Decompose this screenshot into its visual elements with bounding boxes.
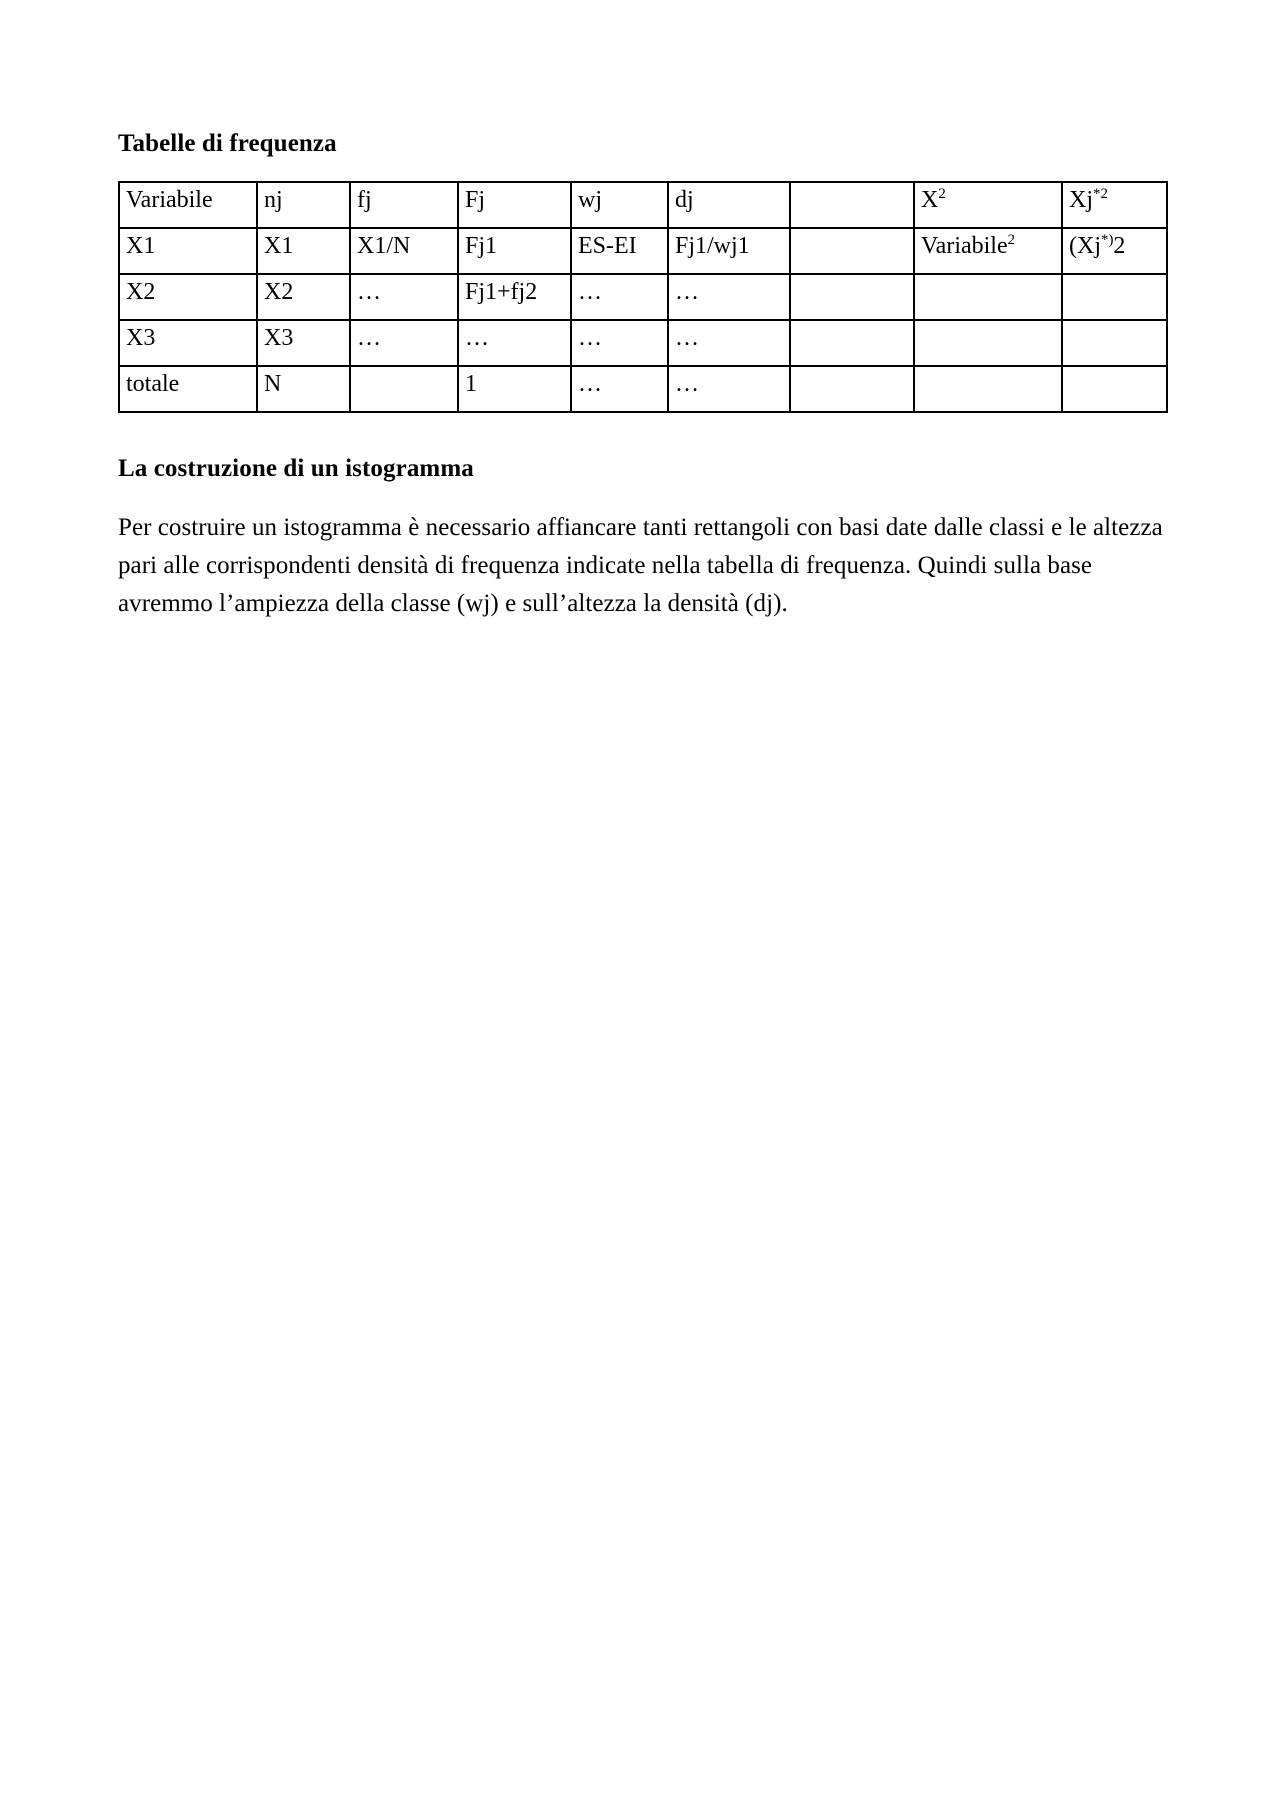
table-header-cell-fj-cumulative: Fj	[458, 182, 571, 228]
x-squared-base: X	[921, 187, 939, 214]
table-cell-variabile: X3	[119, 320, 257, 366]
xj-star-sq-exponent: *)	[1101, 232, 1114, 249]
table-cell-empty	[790, 320, 914, 366]
document-content	[118, 128, 1170, 623]
section-heading-istogramma: La costruzione di un istogramma	[118, 455, 474, 483]
table-header-cell-x-squared	[914, 182, 1062, 228]
table-cell-variabile: X2	[119, 274, 257, 320]
table-cell-fj	[350, 366, 458, 412]
table-cell-empty	[790, 366, 914, 412]
table-header-cell-nj: nj	[257, 182, 350, 228]
table-cell-nj: N	[257, 366, 350, 412]
table-row	[119, 228, 1167, 274]
table-header-cell-xj-star-squared	[1062, 182, 1167, 228]
table-cell-fj: …	[350, 274, 458, 320]
table-cell-empty	[790, 274, 914, 320]
table-cell-fj: …	[350, 320, 458, 366]
frequency-table	[118, 181, 1168, 413]
table-cell-fj: X1/N	[350, 228, 458, 274]
table-cell-x-squared	[914, 228, 1062, 274]
table-cell-fj-cumulative: …	[458, 320, 571, 366]
x-squared-exponent: 2	[938, 186, 946, 203]
table-cell-xj-star-squared	[1062, 366, 1167, 412]
table-cell-wj: …	[571, 320, 668, 366]
table-cell-variabile: totale	[119, 366, 257, 412]
table-cell-fj-cumulative: 1	[458, 366, 571, 412]
table-cell-nj: X1	[257, 228, 350, 274]
table-cell-nj: X3	[257, 320, 350, 366]
table-header-cell-variabile: Variabile	[119, 182, 257, 228]
table-cell-xj-star-squared	[1062, 228, 1167, 274]
table-cell-xj-star-squared	[1062, 320, 1167, 366]
table-cell-wj: …	[571, 274, 668, 320]
xj-star-sq-open: (Xj	[1069, 233, 1101, 260]
table-row-total	[119, 366, 1167, 412]
table-cell-variabile: X1	[119, 228, 257, 274]
table-header-cell-empty	[790, 182, 914, 228]
table-cell-dj: …	[668, 366, 790, 412]
table-header-cell-fj: fj	[350, 182, 458, 228]
xj-star-exponent: *2	[1093, 186, 1108, 203]
table-row	[119, 320, 1167, 366]
table-cell-x-squared	[914, 320, 1062, 366]
table-header-cell-wj: wj	[571, 182, 668, 228]
table-cell-fj-cumulative: Fj1	[458, 228, 571, 274]
xj-star-base: Xj	[1069, 187, 1093, 214]
xj-star-sq-close: 2	[1113, 233, 1126, 260]
variabile-squared-exponent: 2	[1007, 232, 1016, 249]
table-cell-xj-star-squared	[1062, 274, 1167, 320]
body-paragraph: Per costruire un istogramma è necessario affiancare tanti rettangoli con basi date dalle classi e le altezza pari alle corrispondenti densità di frequenza indicate nella tabella di frequenza. Quindi sulla base avremmo l’ampiezza della classe (wj) e sull’altezza la densità (dj).	[118, 513, 1163, 617]
table-row	[119, 274, 1167, 320]
table-cell-x-squared	[914, 274, 1062, 320]
table-cell-nj: X2	[257, 274, 350, 320]
table-cell-dj: Fj1/wj1	[668, 228, 790, 274]
table-cell-x-squared	[914, 366, 1062, 412]
table-cell-wj: ES-EI	[571, 228, 668, 274]
table-cell-fj-cumulative: Fj1+fj2	[458, 274, 571, 320]
table-header-row	[119, 182, 1167, 228]
table-cell-dj: …	[668, 274, 790, 320]
table-cell-empty	[790, 228, 914, 274]
page-title: Tabelle di frequenza	[118, 130, 337, 157]
table-cell-dj: …	[668, 320, 790, 366]
table-cell-wj: …	[571, 366, 668, 412]
variabile-squared-base: Variabile	[921, 233, 1008, 260]
table-header-cell-dj: dj	[668, 182, 790, 228]
